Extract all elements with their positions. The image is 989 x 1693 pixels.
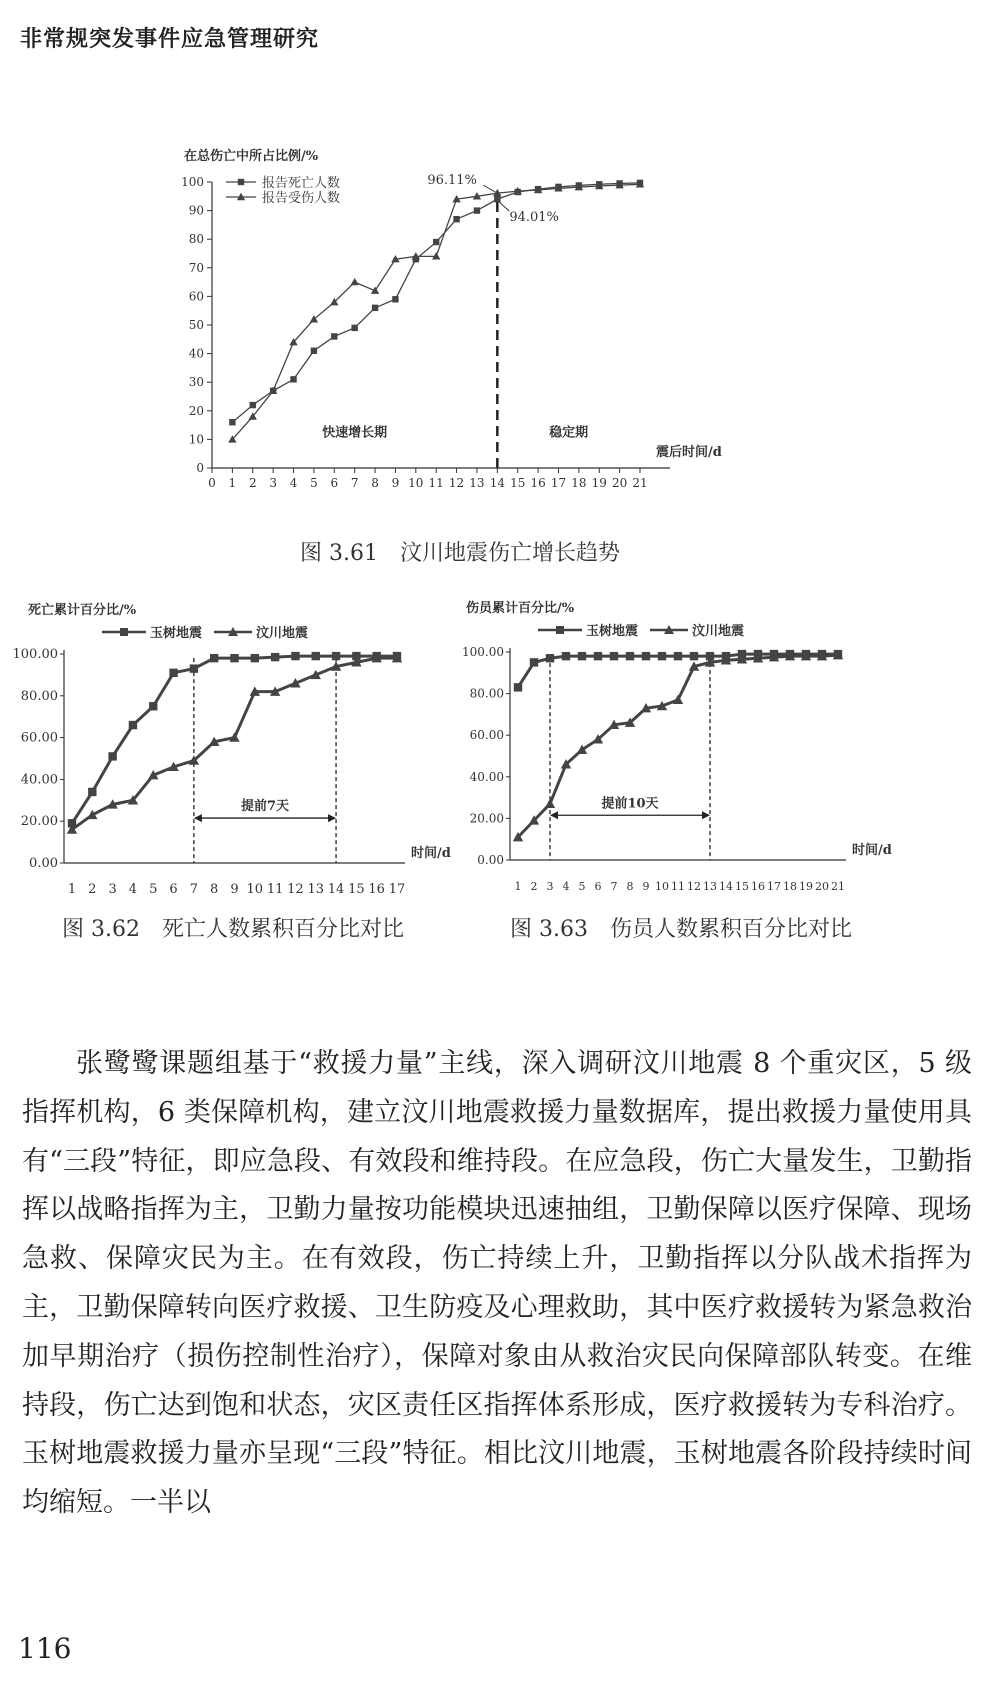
series-line-2 bbox=[518, 655, 838, 837]
period-label-rapid: 快速增长期 bbox=[322, 425, 388, 441]
legend-label-2: 汶川地震 bbox=[256, 626, 309, 641]
body-paragraph: 张鹭鹭课题组基于“救援力量”主线，深入调研汶川地震 8 个重灾区，5 级指挥机构，6 类保障机构，建立汶川地震救援力量数据库，提出救援力量使用具有“三段”特征，即应急段、有效段和维持段。在应急段，伤亡大量发生，卫勤指挥以战略指挥为主，卫勤力量按功能模块迅速抽组，卫勤保障以医疗保障、现场急救、保障灾民为主。在有效段，伤亡持续上升，卫勤指挥以分队战术指挥为主，卫勤保障转向医疗救援、卫生防疫及心理救助，其中医疗救援转为紧急救治加早期治疗（损伤控制性治疗），保障对象由从救治灾民向保障部队转变。在维持段，伤亡达到饱和状态，灾区责任区指挥体系形成，医疗救援转为专科治疗。玉树地震救援力量亦呈现“三段”特征。相比汶川地震，玉树地震各阶段持续时间均缩短。一半以 bbox=[22, 1048, 972, 1519]
chart-3-61 bbox=[170, 140, 722, 500]
x-tick-label: 10 bbox=[246, 882, 264, 897]
x-tick-label: 2 bbox=[248, 476, 257, 490]
y-tick-label: 0.00 bbox=[477, 853, 504, 867]
x-tick-label: 7 bbox=[610, 880, 618, 893]
x-tick-label: 16 bbox=[530, 476, 546, 490]
x-tick-label: 8 bbox=[210, 882, 219, 897]
data-point bbox=[149, 702, 157, 710]
x-tick-label: 7 bbox=[189, 882, 199, 897]
x-tick-label: 1 bbox=[67, 882, 77, 897]
legend-marker-1 bbox=[120, 628, 128, 636]
y-tick-label: 40 bbox=[188, 346, 204, 361]
data-point bbox=[562, 652, 570, 660]
data-point bbox=[88, 788, 96, 796]
data-point bbox=[530, 658, 538, 666]
x-tick-label: 12 bbox=[448, 476, 465, 490]
span-arrowhead-left bbox=[550, 811, 558, 819]
y-tick-label: 60.00 bbox=[469, 728, 504, 743]
data-point bbox=[290, 376, 296, 382]
annotation-arrow-1 bbox=[483, 185, 495, 192]
data-point bbox=[433, 239, 439, 245]
x-tick-label: 12 bbox=[687, 880, 701, 893]
x-tick-label: 4 bbox=[128, 882, 138, 897]
page-number: 116 bbox=[18, 1632, 72, 1665]
data-point bbox=[578, 652, 586, 660]
data-point bbox=[626, 652, 634, 660]
data-point bbox=[169, 669, 177, 677]
data-point bbox=[594, 652, 602, 660]
legend-label-1: 报告死亡人数 bbox=[262, 176, 341, 191]
running-header: 非常规突发事件应急管理研究 bbox=[20, 26, 320, 52]
y-tick-label: 20 bbox=[188, 403, 204, 418]
x-tick-label: 1 bbox=[514, 880, 522, 893]
series-line-1 bbox=[232, 183, 640, 422]
x-tick-label: 15 bbox=[735, 880, 749, 893]
data-point bbox=[392, 296, 398, 302]
figure-caption-3-61: 图 3.61 汶川地震伤亡增长趋势 bbox=[300, 541, 620, 566]
x-tick-label: 11 bbox=[671, 880, 685, 893]
y-tick-label: 100 bbox=[181, 175, 204, 189]
x-axis-label: 时间/d bbox=[411, 846, 451, 861]
x-tick-label: 3 bbox=[546, 880, 554, 893]
data-point bbox=[545, 799, 555, 808]
y-tick-label: 80 bbox=[188, 232, 204, 247]
x-tick-label: 12 bbox=[287, 882, 304, 897]
data-point bbox=[474, 207, 480, 213]
x-tick-label: 10 bbox=[408, 476, 424, 490]
x-tick-label: 7 bbox=[350, 476, 359, 490]
x-tick-label: 20 bbox=[815, 880, 829, 893]
x-axis-label: 时间/d bbox=[852, 843, 892, 858]
annotation-94-01: 94.01% bbox=[509, 210, 559, 226]
data-point bbox=[673, 695, 683, 704]
y-tick-label: 80.00 bbox=[469, 686, 504, 701]
data-point bbox=[514, 683, 522, 691]
data-point bbox=[129, 721, 137, 729]
x-tick-label: 3 bbox=[269, 476, 277, 490]
x-tick-label: 16 bbox=[751, 880, 765, 893]
x-tick-label: 11 bbox=[266, 882, 284, 897]
data-point bbox=[690, 652, 698, 660]
y-tick-label: 0.00 bbox=[29, 856, 58, 871]
data-point bbox=[350, 278, 358, 285]
legend-label-1: 玉树地震 bbox=[150, 626, 203, 641]
series-line-2 bbox=[232, 184, 640, 439]
x-tick-label: 19 bbox=[591, 476, 607, 490]
y-tick-label: 60 bbox=[188, 289, 204, 304]
data-point bbox=[251, 654, 259, 662]
data-point bbox=[371, 286, 379, 293]
x-tick-label: 18 bbox=[571, 476, 587, 490]
period-label-stable: 稳定期 bbox=[549, 425, 589, 441]
y-tick-label: 10 bbox=[188, 432, 204, 447]
span-label: 提前10天 bbox=[601, 796, 659, 812]
x-tick-label: 8 bbox=[626, 880, 634, 893]
data-point bbox=[190, 664, 198, 672]
y-tick-label: 100.00 bbox=[12, 647, 58, 662]
x-tick-label: 21 bbox=[831, 880, 845, 893]
x-tick-label: 6 bbox=[594, 880, 602, 893]
x-tick-label: 6 bbox=[169, 882, 178, 897]
data-point bbox=[250, 402, 256, 408]
data-point bbox=[312, 652, 320, 660]
y-axis-label: 在总伤亡中所占比例/% bbox=[184, 149, 319, 164]
data-point bbox=[331, 333, 337, 339]
y-tick-label: 30 bbox=[188, 375, 204, 390]
data-point bbox=[372, 305, 378, 311]
x-tick-label: 21 bbox=[632, 476, 648, 490]
span-arrowhead-left bbox=[194, 814, 202, 822]
x-tick-label: 19 bbox=[799, 880, 813, 893]
data-point bbox=[453, 216, 459, 222]
y-tick-label: 90 bbox=[188, 203, 204, 218]
x-tick-label: 4 bbox=[289, 476, 298, 490]
y-tick-label: 60.00 bbox=[20, 730, 58, 746]
data-point bbox=[658, 652, 666, 660]
data-point bbox=[311, 348, 317, 354]
legend-label-2: 报告受伤人数 bbox=[262, 191, 341, 206]
y-tick-label: 40.00 bbox=[20, 772, 58, 788]
legend-marker-1 bbox=[556, 626, 564, 634]
x-tick-label: 5 bbox=[149, 882, 158, 897]
x-tick-label: 13 bbox=[469, 476, 485, 490]
x-tick-label: 4 bbox=[562, 880, 570, 893]
data-point bbox=[291, 652, 299, 660]
annotation-96-11: 96.11% bbox=[427, 173, 477, 189]
x-tick-label: 17 bbox=[388, 882, 406, 897]
x-axis-label: 震后时间/d bbox=[656, 445, 722, 460]
data-point bbox=[674, 652, 682, 660]
x-tick-label: 3 bbox=[108, 882, 117, 897]
data-point bbox=[229, 419, 235, 425]
x-tick-label: 14 bbox=[327, 882, 345, 897]
span-arrowhead-right bbox=[702, 811, 710, 819]
data-point bbox=[642, 652, 650, 660]
y-tick-label: 40.00 bbox=[469, 769, 504, 784]
x-tick-label: 11 bbox=[428, 476, 444, 490]
figure-3-63 bbox=[458, 592, 898, 902]
x-tick-label: 5 bbox=[310, 476, 318, 490]
x-tick-label: 15 bbox=[510, 476, 526, 490]
x-tick-label: 2 bbox=[88, 882, 97, 897]
chart-3-62 bbox=[10, 592, 451, 902]
x-tick-label: 10 bbox=[655, 880, 669, 893]
legend-label-1: 玉树地震 bbox=[586, 624, 639, 639]
x-tick-label: 6 bbox=[330, 476, 339, 490]
x-tick-label: 17 bbox=[550, 476, 567, 490]
data-point bbox=[546, 654, 554, 662]
body-text bbox=[22, 1040, 972, 1528]
x-tick-label: 13 bbox=[703, 880, 717, 893]
x-tick-label: 16 bbox=[368, 882, 385, 897]
y-tick-label: 50 bbox=[188, 318, 204, 332]
x-tick-label: 8 bbox=[371, 476, 379, 490]
y-tick-label: 100.00 bbox=[462, 645, 504, 659]
figure-3-62 bbox=[10, 592, 451, 902]
data-point bbox=[610, 652, 618, 660]
figure-caption-3-63: 图 3.63 伤员人数累积百分比对比 bbox=[510, 917, 852, 942]
x-tick-label: 9 bbox=[230, 882, 239, 897]
data-point bbox=[108, 752, 116, 760]
data-point bbox=[271, 653, 279, 661]
y-axis-label: 伤员累计百分比/% bbox=[466, 601, 575, 616]
legend-marker-1 bbox=[238, 179, 244, 185]
x-tick-label: 0 bbox=[208, 476, 216, 490]
span-arrowhead-right bbox=[328, 814, 336, 822]
x-tick-label: 20 bbox=[611, 476, 628, 490]
chart-3-63 bbox=[458, 592, 898, 902]
data-point bbox=[494, 196, 500, 202]
data-point bbox=[351, 325, 357, 331]
data-point bbox=[332, 652, 340, 660]
figure-caption-3-62: 图 3.62 死亡人数累积百分比对比 bbox=[62, 917, 404, 942]
y-tick-label: 0 bbox=[196, 461, 204, 475]
y-tick-label: 70 bbox=[188, 260, 204, 275]
x-tick-label: 17 bbox=[767, 880, 781, 893]
x-tick-label: 9 bbox=[642, 880, 650, 893]
x-tick-label: 14 bbox=[489, 476, 505, 490]
y-tick-label: 20.00 bbox=[469, 811, 504, 826]
x-tick-label: 9 bbox=[391, 476, 400, 490]
span-label: 提前7天 bbox=[240, 799, 289, 815]
data-point bbox=[210, 654, 218, 662]
annotation-arrow-2 bbox=[499, 202, 509, 211]
figure-3-61 bbox=[170, 140, 722, 500]
x-tick-label: 18 bbox=[783, 880, 797, 893]
legend-label-2: 汶川地震 bbox=[692, 624, 745, 639]
x-tick-label: 1 bbox=[228, 476, 237, 490]
y-axis-label: 死亡累计百分比/% bbox=[28, 603, 137, 618]
data-point bbox=[230, 654, 238, 662]
y-tick-label: 80.00 bbox=[20, 688, 58, 704]
x-tick-label: 5 bbox=[578, 880, 586, 893]
x-tick-label: 14 bbox=[719, 880, 733, 893]
y-tick-label: 20.00 bbox=[20, 814, 58, 830]
x-tick-label: 2 bbox=[530, 880, 538, 893]
x-tick-label: 13 bbox=[307, 882, 325, 897]
x-tick-label: 15 bbox=[348, 882, 365, 897]
